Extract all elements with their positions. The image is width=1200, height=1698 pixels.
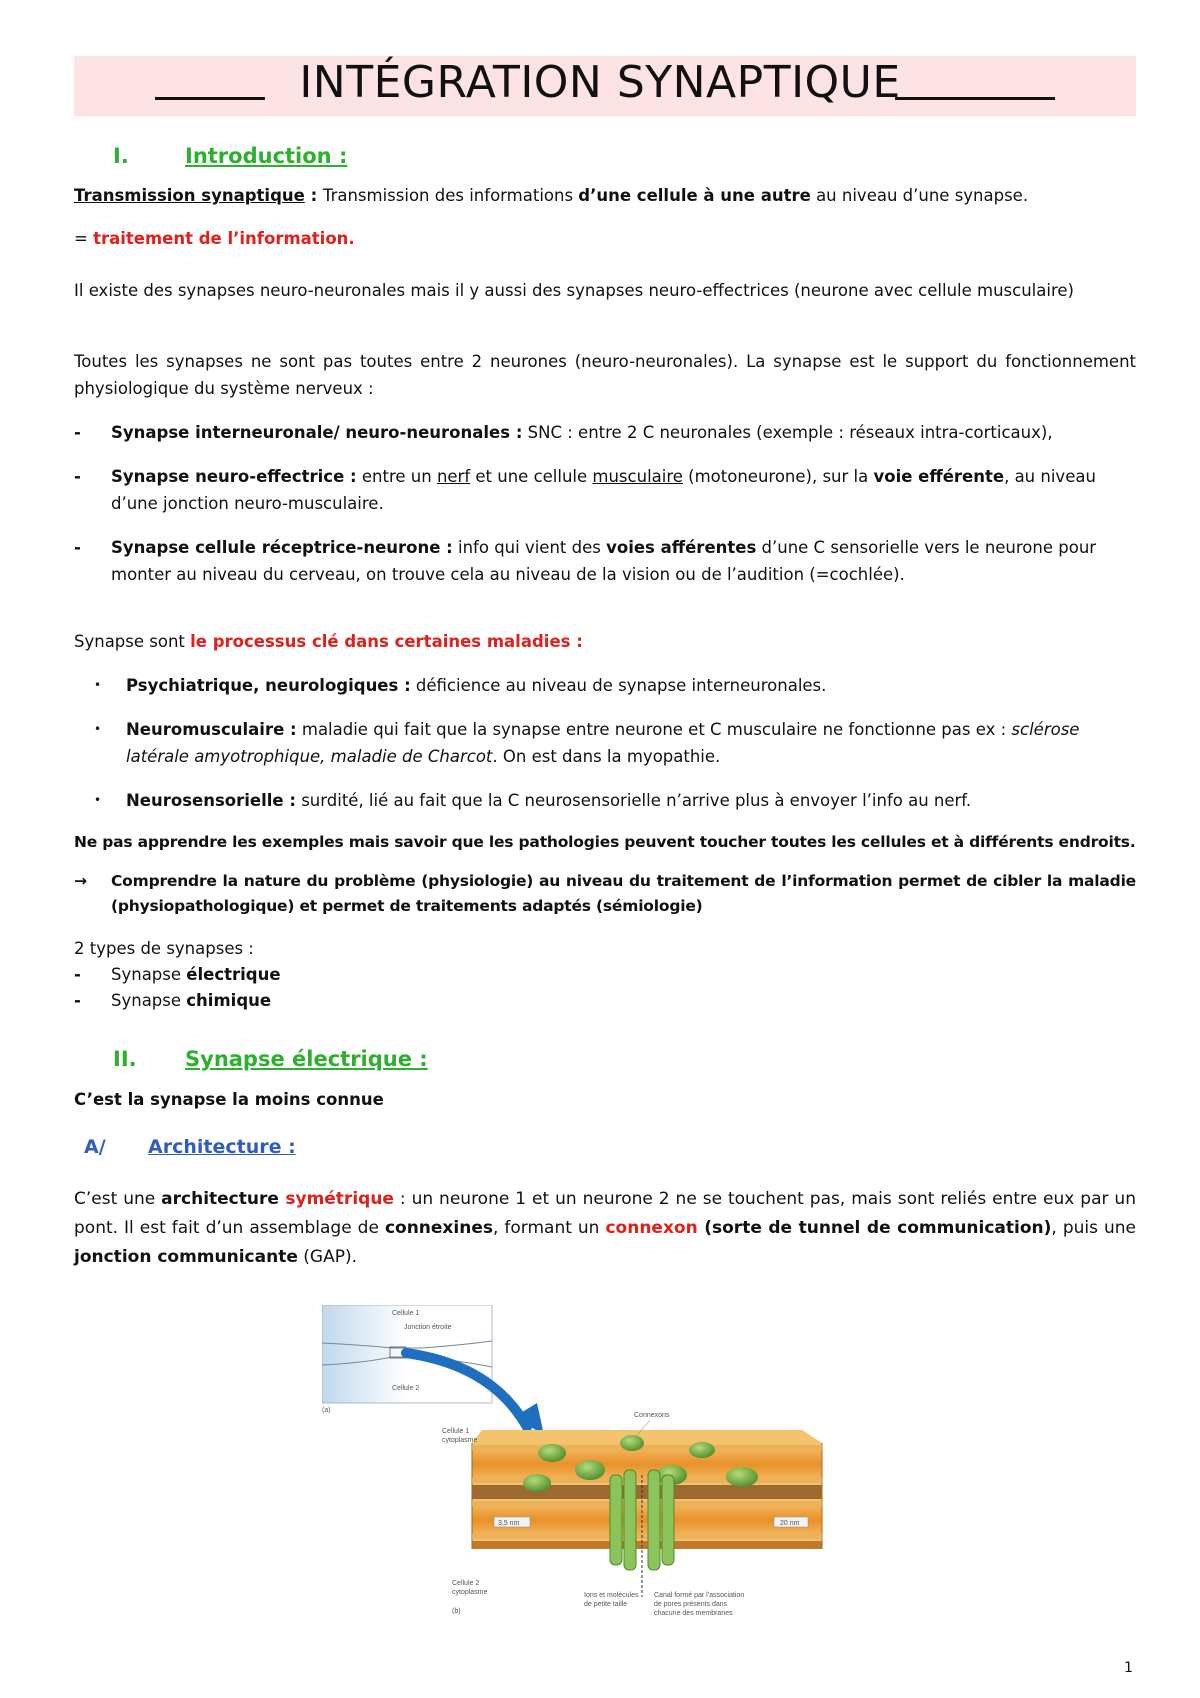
label-ions-1: Ions et molécules [584,1592,639,1599]
section-title: Introduction : [185,144,348,168]
subsection-heading-architecture [84,1136,296,1158]
list-item: • Neurosensorielle : surdité, lié au fait que la C neurosensorielle n’arrive plus à envoyer l’info au nerf. [94,791,972,810]
intro-paragraph-1: Il existe des synapses neuro-neuronales mais il y aussi des synapses neuro-effectrices (neurone avec cellule musculaire) [74,281,1074,300]
page-title: INTÉGRATION SYNAPTIQUE [299,57,901,108]
label-ions-2: de petite taille [584,1601,628,1608]
section-heading-electric [113,1047,428,1071]
two-types-intro: 2 types de synapses : [74,939,254,958]
inset-diagram [322,1305,492,1414]
section-title: Synapse électrique : [185,1047,428,1071]
label-cell1-cytoplasm: cytoplasme [442,1437,478,1444]
width-label-left: 3,5 nm [498,1520,520,1527]
label-canal-1: Canal formé par l’association [654,1592,745,1599]
diseases-intro: Synapse sont le processus clé dans certaines maladies : [74,632,583,651]
inset-label-junction: Jonction étroite [404,1324,452,1331]
label-canal-2: de pores présents dans [654,1601,728,1608]
width-label-right: 20 nm [780,1520,800,1527]
definition-term: Transmission synaptique [74,186,305,205]
label-letter-b: (b) [452,1608,461,1615]
equals-line: = traitement de l’information. [74,229,355,248]
arrow-conclusion: → Comprendre la nature du problème (physiologie) au niveau du traitement de l’information permet de cibler la maladie (physiopathologique) et permet de traitements adaptés (sémiologie) [74,872,1136,915]
intro-paragraph-2: Toutes les synapses ne sont pas toutes entre 2 neurones (neuro-neuronales). La synapse est le support du fonctionnement physiologique du système nerveux : [74,352,1136,398]
section-heading-intro [113,144,347,168]
label-cell1: Cellule 1 [442,1428,470,1435]
gap-junction-figure [322,1305,922,1655]
architecture-paragraph: C’est une architecture symétrique : un neurone 1 et un neurone 2 ne se touchent pas, mais sont reliés entre eux par un pont. Il est fait d’un assemblage de connexines, formant un connexon (sorte de tunnel de communication), puis une jonction communicante (GAP). [74,1189,1136,1267]
membrane-diagram [472,1430,822,1597]
list-item: • Psychiatrique, neurologiques : déficience au niveau de synapse interneuronales. [94,676,827,695]
inset-label-cell2: Cellule 2 [392,1385,420,1392]
inset-label-cell1: Cellule 1 [392,1310,420,1317]
list-item: - Synapse cellule réceptrice-neurone : info qui vient des voies afférentes d’une C sensorielle vers le neurone pour monter au niveau du cerveau, on trouve cela au niveau de la vision ou de l’audition (=cochlée). [74,538,1097,584]
inset-letter: (a) [322,1407,331,1414]
definition-paragraph: Transmission synaptique : Transmission des informations d’une cellule à une autre au niveau d’une synapse. [74,186,1029,205]
exam-note: Ne pas apprendre les exemples mais savoir que les pathologies peuvent toucher toutes les cellules et à différents endroits. [74,833,1136,851]
list-item: • Neuromusculaire : maladie qui fait que la synapse entre neurone et C musculaire ne fonctionne pas ex : sclérose latérale amyotrophique, maladie de Charcot. On est dans la myopathie. [94,720,1080,766]
label-canal-3: chacune des membranes [654,1610,733,1617]
section-number: II. [113,1047,137,1071]
electric-subtitle: C’est la synapse la moins connue [74,1090,384,1109]
subsection-title: Architecture : [148,1136,296,1158]
section-number: I. [113,144,129,168]
label-connexons: Connexons [634,1412,670,1419]
list-item: - Synapse chimique [74,991,272,1010]
label-cell2-cytoplasm: cytoplasme [452,1589,488,1596]
page-number: 1 [1124,1660,1133,1676]
label-cell2: Cellule 2 [452,1580,480,1587]
subsection-number: A/ [84,1136,106,1158]
list-item: - Synapse interneuronale/ neuro-neuronales : SNC : entre 2 C neuronales (exemple : réseaux intra-corticaux), [74,423,1053,442]
list-item: - Synapse électrique [74,965,281,984]
list-item: - Synapse neuro-effectrice : entre un nerf et une cellule musculaire (motoneurone), sur la voie efférente, au niveau d’une jonction neuro-musculaire. [74,467,1096,513]
